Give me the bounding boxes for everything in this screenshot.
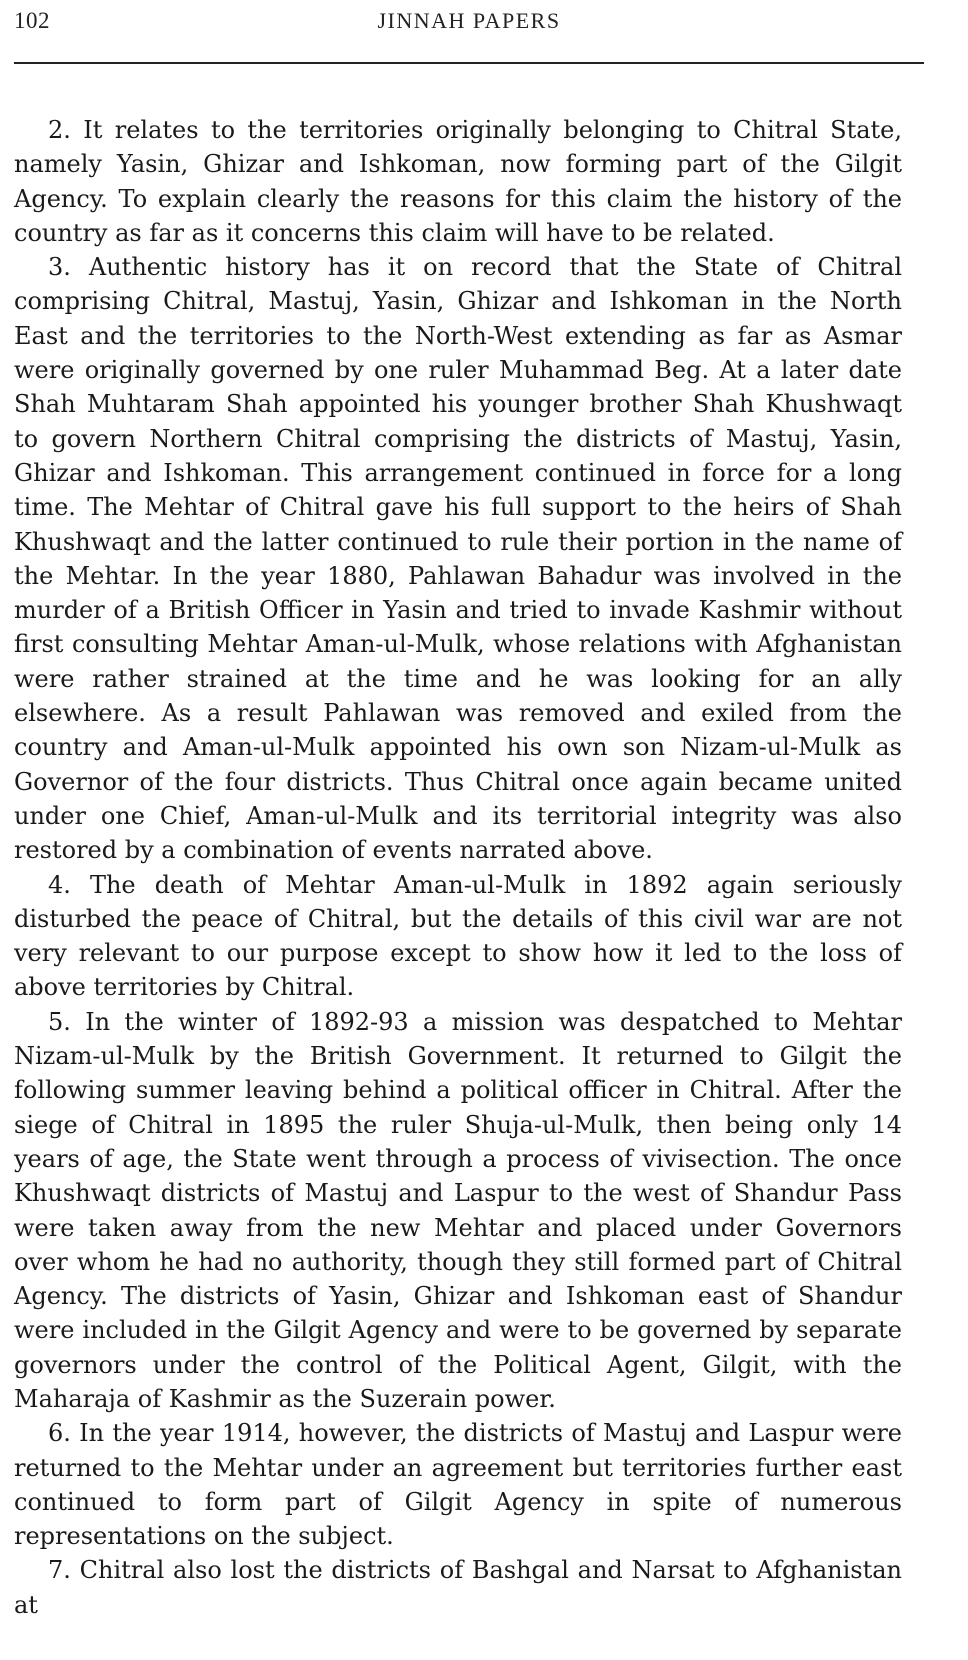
paragraph-3: 3. Authentic history has it on record that the State of Chitral comprising Chitral, Mastuj, Yasin, Ghizar and Ishkoman in the North East and the territories to the North-West extending as far as Asmar were originally governed by one ruler Muhammad Beg. At a later date Shah Muhtaram Shah appointed his younger brother Shah Khushwaqt to govern Northern Chitral comprising the districts of Mastuj, Yasin, Ghizar and Ishkoman. This arrangement continued in force for a long time. The Mehtar of Chitral gave his full support to the heirs of Shah Khushwaqt and the latter continued to rule their portion in the name of the Mehtar. In the year 1880, Pahlawan Bahadur was involved in the murder of a British Officer in Yasin and tried to invade Kashmir without first consulting Mehtar Aman-ul-Mulk, whose relations with Afghanistan were rather strained at the time and he was looking for an ally elsewhere. As a result Pahlawan was removed and exiled from the country and Aman-ul-Mulk appointed his own son Nizam-ul-Mulk as Governor of the four districts. Thus Chitral once again became united under one Chief, Aman-ul-Mulk and its territorial integrity was also restored by a combination of events narrated above. [14,253,902,865]
paragraph-2: 2. It relates to the territories originally belonging to Chitral State, namely Yasin, Ghizar and Ishkoman, now forming part of the Gilgit Agency. To explain clearly the reasons for this claim the history of the country as far as it concerns this claim will have to be related. [14,116,902,247]
paragraph-4: 4. The death of Mehtar Aman-ul-Mulk in 1892 again seriously disturbed the peace of Chitral, but the details of this civil war are not very relevant to our purpose except to show how it led to the loss of above territories by Chitral. [14,870,902,1002]
body-text [14,113,902,1622]
running-title: JINNAH PAPERS [377,8,561,33]
header-rule [14,62,924,64]
page-header [14,8,924,48]
page-number: 102 [14,8,50,33]
paragraph-7: 7. Chitral also lost the districts of Bashgal and Narsat to Afghanistan at [14,1556,902,1619]
paragraph-6: 6. In the year 1914, however, the districts of Mastuj and Laspur were returned to the Mehtar under an agreement but territories further east continued to form part of Gilgit Agency in spite of numerous representations on the subject. [14,1419,902,1551]
paragraph-5: 5. In the winter of 1892-93 a mission was despatched to Mehtar Nizam-ul-Mulk by the British Government. It returned to Gilgit the following summer leaving behind a political officer in Chitral. After the siege of Chitral in 1895 the ruler Shuja-ul-Mulk, then being only 14 years of age, the State went through a process of vivisection. The once Khushwaqt districts of Mastuj and Laspur to the west of Shandur Pass were taken away from the new Mehtar and placed under Governors over whom he had no authority, though they still formed part of Chitral Agency. The districts of Yasin, Ghizar and Ishkoman east of Shandur were included in the Gilgit Agency and were to be governed by separate governors under the control of the Political Agent, Gilgit, with the Maharaja of Kashmir as the Suzerain power. [14,1007,902,1413]
